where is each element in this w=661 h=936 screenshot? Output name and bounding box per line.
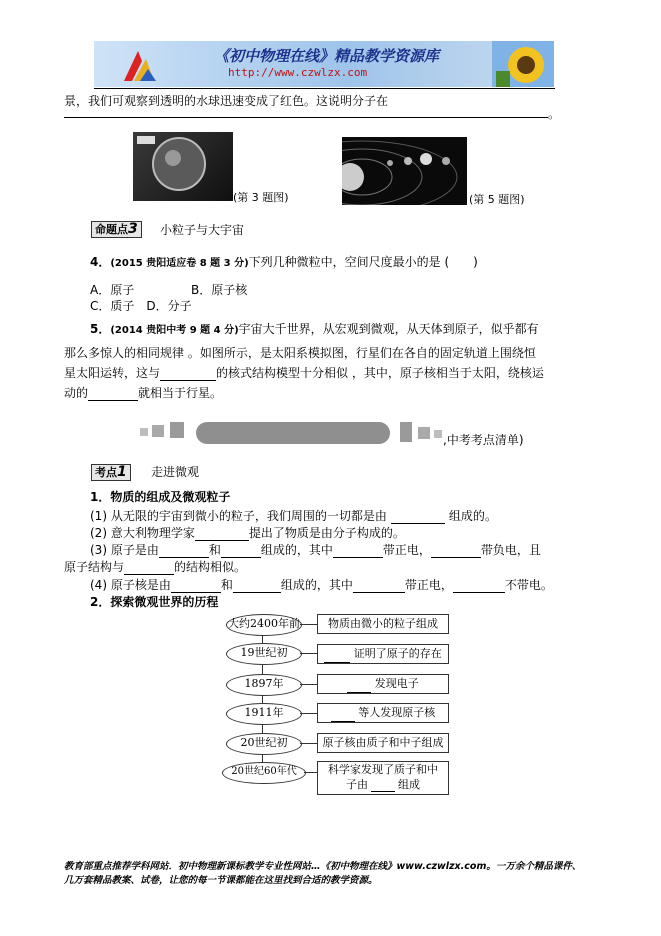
header-rule [94, 88, 555, 89]
era-oval-4: 1911年 [226, 703, 302, 725]
s4-and: 和 [220, 578, 233, 592]
event-6-text-3: 组成 [398, 778, 420, 791]
sentence-4 [90, 577, 553, 593]
flow-connector [304, 772, 317, 773]
mingti-tag [91, 221, 142, 238]
flow-connector [300, 653, 317, 654]
divider-square [434, 430, 442, 438]
s3-mid: 组成的，其中 [260, 543, 333, 557]
mingti-tag-text: 命题点 [95, 223, 128, 236]
figure-3-caption: (第 3 题图) [233, 191, 289, 204]
s3-blank-1[interactable] [159, 545, 209, 558]
s3-blank-5[interactable] [124, 562, 174, 575]
q5-blank-planet[interactable] [88, 388, 138, 401]
flow-connector [300, 624, 317, 625]
s4-blank-3[interactable] [353, 580, 405, 593]
s4-blank-1[interactable] [171, 580, 221, 593]
water-ball-icon [133, 132, 233, 201]
event-box-2 [317, 644, 449, 664]
q3-period: 。 [548, 107, 561, 121]
event-box-1: 物质由微小的粒子组成 [317, 614, 449, 634]
q5-blank-model[interactable] [160, 368, 216, 381]
divider-square [170, 422, 184, 438]
s4-blank-4[interactable] [453, 580, 505, 593]
q5-line2: 那么多惊人的相同规律 。如图所示，是太阳系模拟图，行星们在各自的固定轨道上围绕恒 [64, 346, 536, 360]
logo-icon [120, 47, 158, 83]
divider-label: ,中考考点清单) [443, 433, 524, 447]
divider-square [418, 427, 430, 439]
q4-option-cd: C．质子 D．分子 [90, 299, 192, 313]
event-3-blank[interactable] [347, 682, 371, 693]
divider-bar [196, 422, 390, 444]
event-6-text-1: 科学家发现了质子和中 [328, 763, 438, 776]
q3-line1: 景，我们可观察到透明的水球迅速变成了红色。这说明分子在 [64, 94, 389, 108]
q5-text3b: 的核式结构模型十分相似 ，其中，原子核相当于太阳，绕核运 [216, 366, 544, 380]
banner-url[interactable]: http://www.czwlzx.com [228, 66, 368, 79]
s3-cont-end: 的结构相似。 [174, 560, 247, 574]
s1-blank[interactable] [391, 511, 445, 524]
s3-and: 和 [208, 543, 221, 557]
kaodian-title: 走进微观 [151, 465, 200, 479]
s3-cont-text: 原子结构与 [64, 560, 125, 574]
divider-square [400, 422, 412, 442]
sentence-2 [90, 525, 405, 541]
s3-blank-2[interactable] [221, 545, 261, 558]
event-box-3 [317, 674, 449, 694]
q5-text4a: 动的 [64, 386, 89, 400]
q5-number: 5． [90, 322, 111, 336]
s2-end: 提出了物质是由分子构成的。 [248, 526, 405, 540]
event-4-blank[interactable] [331, 711, 355, 722]
kaodian-tag-text: 考点 [95, 466, 117, 479]
mingti-tag-num: 3 [128, 221, 138, 237]
flow-connector [300, 684, 317, 685]
divider-square [140, 428, 148, 436]
event-6-line-2 [318, 777, 448, 792]
sentence-1 [90, 508, 497, 524]
footer-line-2: 几万套精品教案、试卷，让您的每一节课都能在这里找到合适的教学资源。 [64, 875, 378, 886]
event-box-5: 原子核由质子和中子组成 [317, 733, 449, 753]
footer-line-1: 教育部重点推荐学科网站．初中物理新课标教学专业性网站…《初中物理在线》www.czwlzx.com。一万余个精品课件、 [64, 861, 582, 872]
s3-blank-4[interactable] [431, 545, 481, 558]
banner-title: 《初中物理在线》精品教学资源库 [214, 47, 440, 65]
event-2-blank[interactable] [324, 652, 350, 663]
q3-answer-blank[interactable] [64, 117, 548, 118]
s1-text: (1) 从无限的宇宙到微小的粒子，我们周围的一切都是由 [90, 509, 387, 523]
mingti-title: 小粒子与大宇宙 [160, 223, 245, 237]
q4-source: (2015 贵阳适应卷 8 题 3 分) [110, 258, 249, 269]
item2-title: 2．探索微观世界的历程 [90, 595, 219, 609]
event-6-blank[interactable] [371, 781, 395, 792]
event-box-6 [317, 761, 449, 795]
q5-text4b: 就相当于行星。 [138, 386, 223, 400]
q5-source: (2014 贵阳中考 9 题 4 分) [110, 325, 239, 336]
event-3-text: 发现电子 [374, 677, 419, 690]
figure-5-caption: (第 5 题图) [469, 193, 525, 206]
divider-square [152, 425, 164, 437]
q5-line1 [90, 321, 539, 339]
header-banner [94, 41, 554, 87]
era-oval-6: 20世纪60年代 [222, 762, 306, 784]
era-oval-3: 1897年 [226, 674, 302, 696]
flow-connector [300, 713, 317, 714]
s2-blank[interactable] [195, 528, 249, 541]
item1-title: 1．物质的组成及微观粒子 [90, 490, 231, 504]
q5-line3 [64, 365, 544, 381]
era-oval-5: 20世纪初 [226, 733, 302, 755]
q4-option-b: B．原子核 [191, 283, 248, 297]
sentence-3 [90, 542, 541, 558]
q4-option-a: A．原子 [90, 283, 135, 297]
s3-blank-3[interactable] [333, 545, 383, 558]
event-4-text: 等人发现原子核 [358, 706, 436, 719]
sunflower-icon [492, 41, 554, 87]
s4-text: (4) 原子核是由 [90, 578, 171, 592]
s4-mid: 组成的，其中 [280, 578, 353, 592]
figure-3-photo [133, 132, 233, 201]
kaodian-tag-num: 1 [117, 464, 127, 480]
sentence-3-cont [64, 559, 246, 575]
s4-blank-2[interactable] [233, 580, 281, 593]
s4-pos: 带正电， [404, 578, 453, 592]
solar-system-icon [342, 137, 467, 205]
footer [64, 860, 581, 888]
event-2-text: 证明了原子的存在 [353, 647, 442, 660]
q5-line4 [64, 385, 222, 401]
s3-pos: 带正电， [382, 543, 431, 557]
s1-end: 组成的。 [448, 509, 497, 523]
q5-text3a: 星太阳运转，这与 [64, 366, 161, 380]
q4-number: 4． [90, 255, 111, 269]
kaodian-tag [91, 464, 131, 481]
q4-stem-line [90, 254, 478, 272]
event-6-text-2: 子由 [346, 778, 368, 791]
q5-text1: 宇宙大千世界，从宏观到微观，从天体到原子，似乎都有 [238, 322, 539, 336]
era-oval-1: 大约2400年前 [226, 614, 302, 636]
era-oval-2: 19世纪初 [226, 643, 302, 665]
s4-neutral: 不带电。 [504, 578, 553, 592]
flow-connector [300, 743, 317, 744]
q4-stem: 下列几种微粒中，空间尺度最小的是 ( ) [248, 255, 478, 269]
figure-5-solar-system [342, 137, 467, 205]
s2-text: (2) 意大利物理学家 [90, 526, 195, 540]
s3-text: (3) 原子是由 [90, 543, 159, 557]
event-box-4 [317, 703, 449, 723]
s3-neg: 带负电，且 [480, 543, 541, 557]
